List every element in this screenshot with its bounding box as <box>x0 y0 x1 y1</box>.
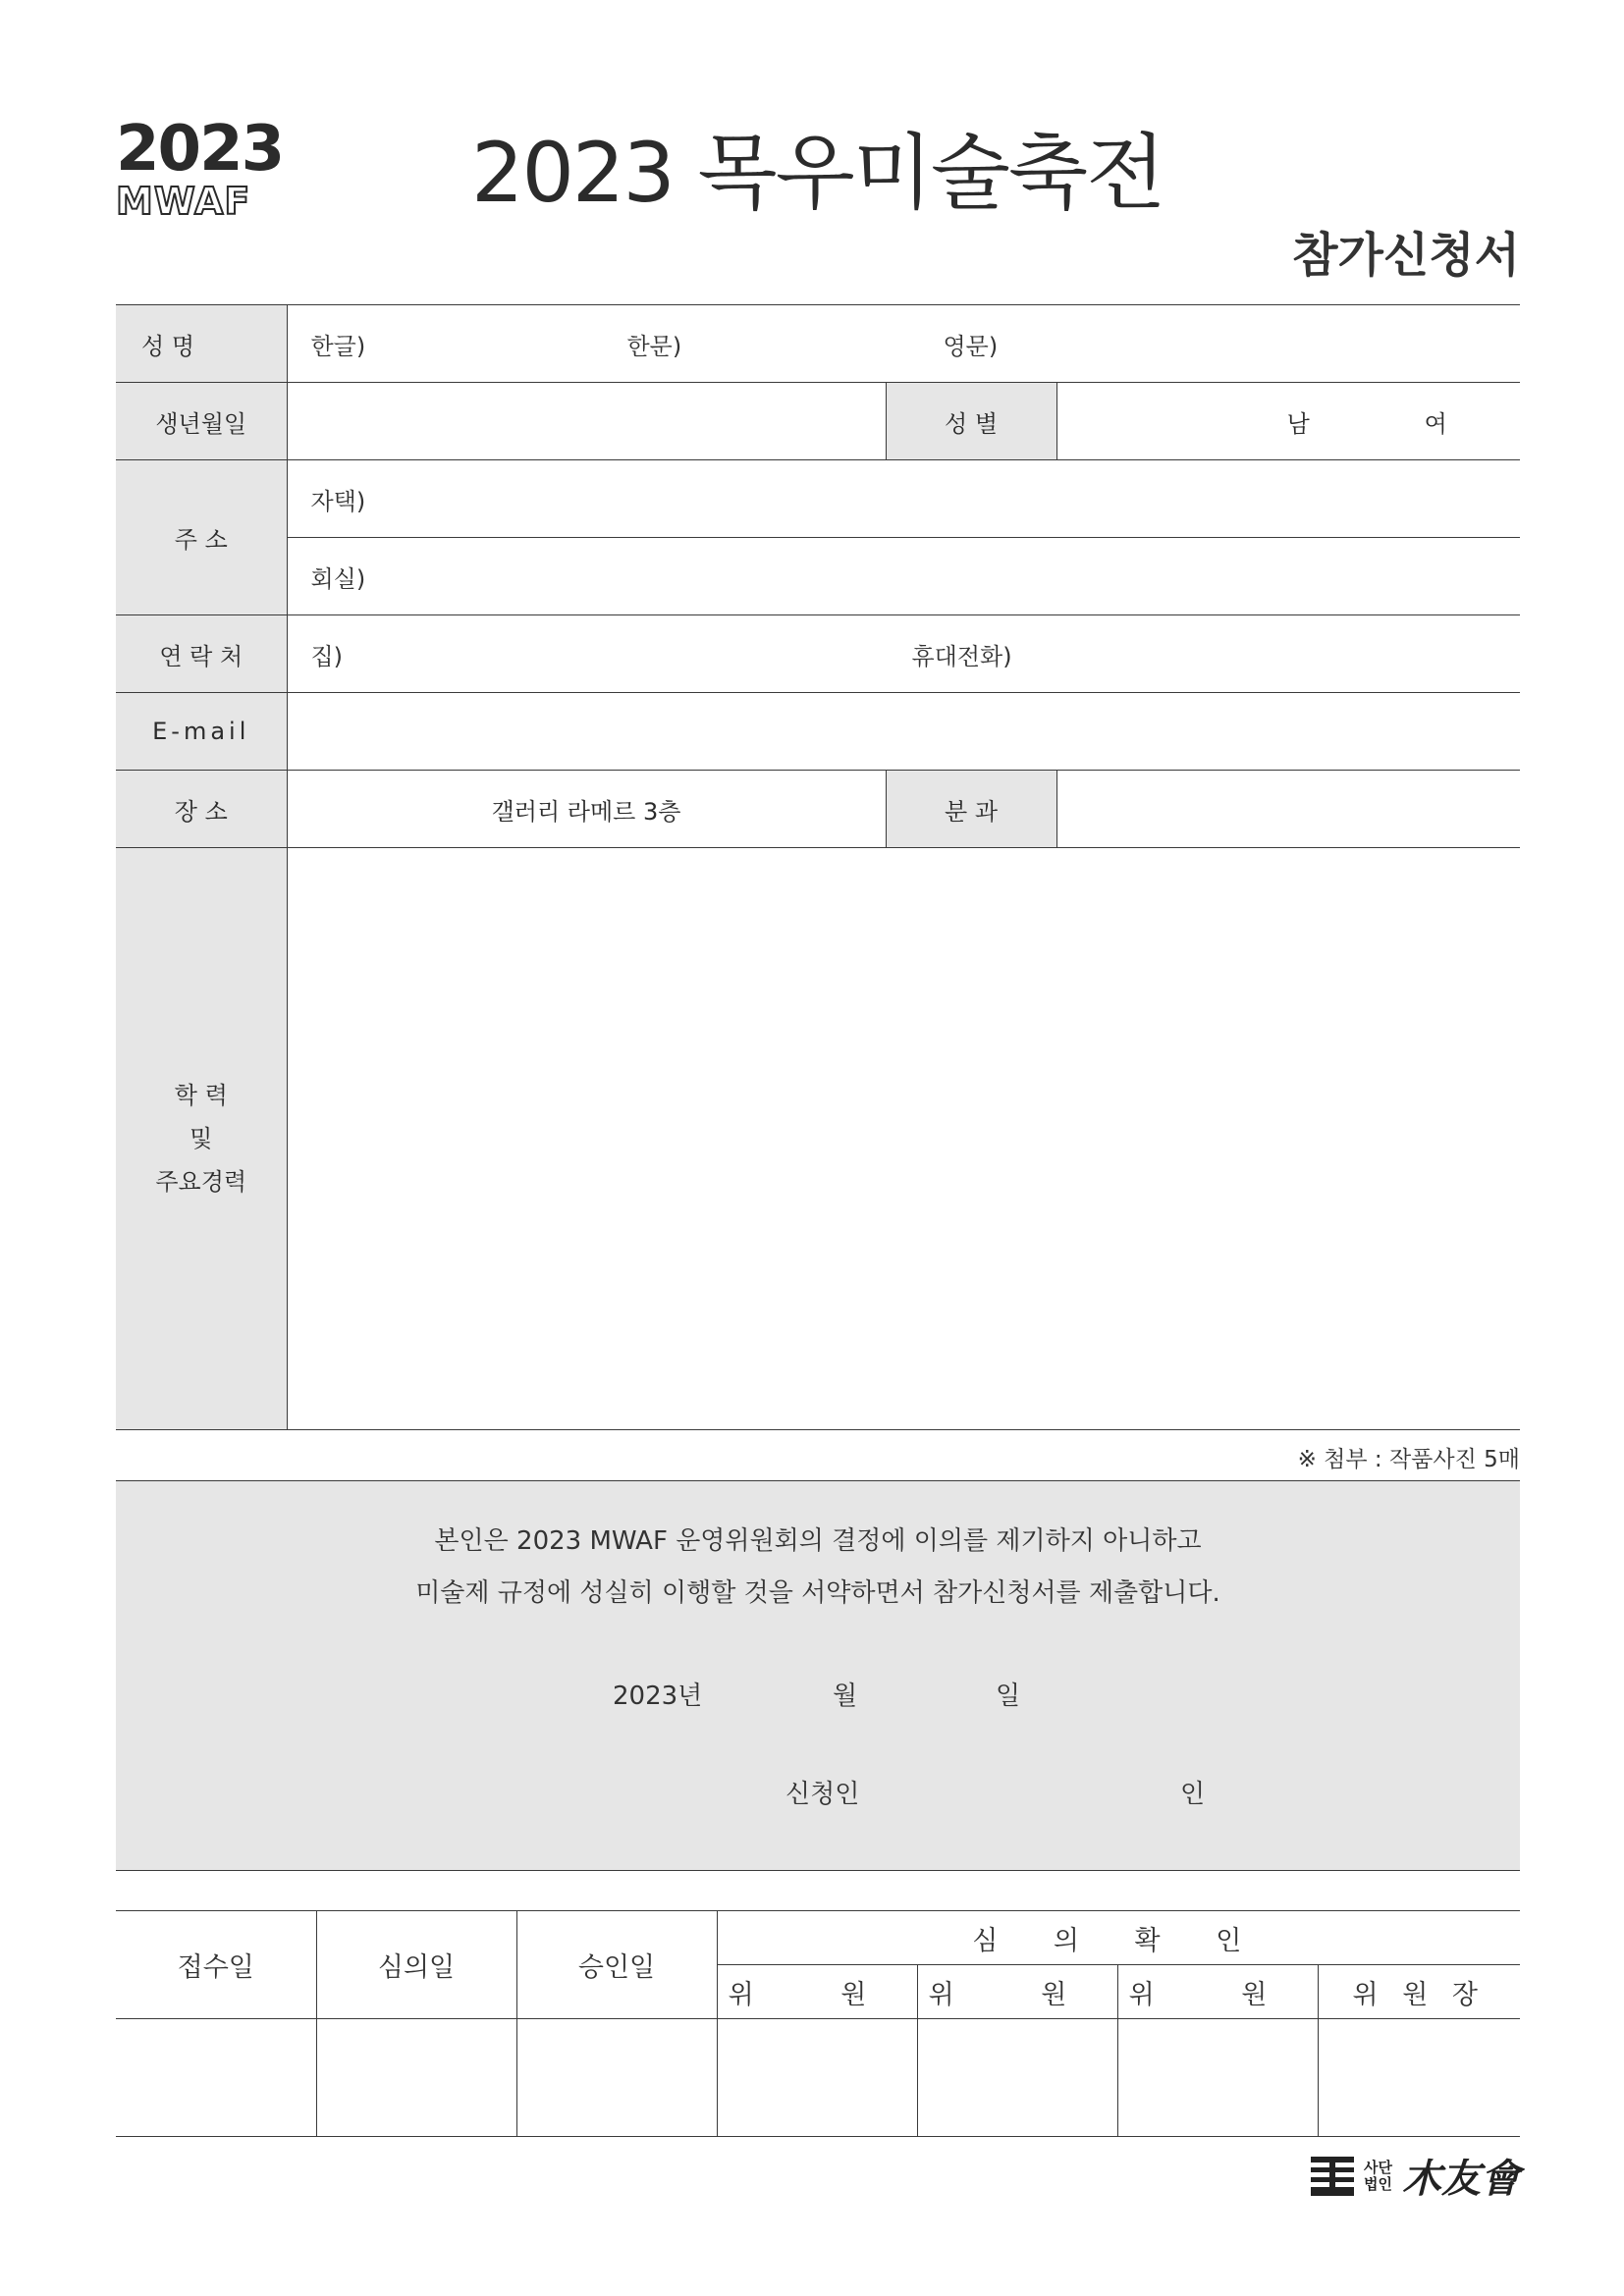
cell-received[interactable] <box>116 2019 316 2137</box>
contact-mobile-label: 휴대전화) <box>911 642 1012 670</box>
organization-type-line1: 사단 <box>1364 2158 1392 2176</box>
contact-home-label: 집) <box>310 642 344 670</box>
row-name <box>116 305 1520 383</box>
header-member-1: 위 원 <box>717 1965 917 2019</box>
row-birth-gender <box>116 383 1520 460</box>
organization-type-line2: 법인 <box>1364 2174 1392 2193</box>
label-gender: 성 별 <box>886 383 1056 460</box>
email-field[interactable] <box>287 693 1520 771</box>
venue-value: 갤러리 라메르 3층 <box>287 771 886 848</box>
name-hanja-label: 한문) <box>626 332 682 360</box>
division-field[interactable] <box>1056 771 1520 848</box>
label-birth: 생년월일 <box>116 383 287 460</box>
cell-member-3[interactable] <box>1117 2019 1318 2137</box>
header-approved: 승인일 <box>516 1911 717 2019</box>
pledge-month: 월 <box>833 1682 858 1711</box>
cell-member-2[interactable] <box>917 2019 1117 2137</box>
header-member-2: 위 원 <box>917 1965 1117 2019</box>
label-venue: 장 소 <box>116 771 287 848</box>
label-career-line3: 주요경력 <box>155 1168 247 1196</box>
pledge-line-2: 미술제 규정에 성실히 이행할 것을 서약하면서 참가신청서를 제출합니다. <box>415 1578 1220 1608</box>
label-career <box>116 848 287 1430</box>
header-member-3: 위 원 <box>1117 1965 1318 2019</box>
header-confirm: 심 의 확 인 <box>717 1911 1520 1965</box>
row-address-home <box>116 460 1520 538</box>
label-name-text: 성 명 <box>141 332 194 360</box>
pledge-year: 2023년 <box>613 1682 703 1711</box>
page-title: 2023 목우미술축전 <box>471 125 1164 221</box>
gender-field[interactable] <box>1056 383 1520 460</box>
attachment-note: ※ 첨부 : 작품사진 5매 <box>1297 1447 1520 1472</box>
application-form <box>116 304 1520 1430</box>
name-field[interactable] <box>287 305 1520 383</box>
label-division: 분 과 <box>886 771 1056 848</box>
pledge-day: 일 <box>996 1682 1021 1711</box>
label-name <box>116 305 287 383</box>
label-career-line2: 및 <box>189 1125 213 1152</box>
label-address: 주 소 <box>116 460 287 615</box>
logo-year: 2023 <box>116 113 284 186</box>
gender-male[interactable]: 남 <box>1286 409 1310 438</box>
address-home-field[interactable] <box>287 460 1520 538</box>
row-career <box>116 848 1520 1430</box>
cell-member-1[interactable] <box>717 2019 917 2137</box>
address-home-label: 자택) <box>310 487 366 515</box>
row-email <box>116 693 1520 771</box>
row-contact <box>116 615 1520 693</box>
label-career-line1: 학 력 <box>174 1082 228 1109</box>
address-office-label: 회실) <box>310 564 366 593</box>
cell-approved[interactable] <box>516 2019 717 2137</box>
header-reviewed: 심의일 <box>316 1911 516 2019</box>
logo-brand: MWAF <box>116 180 251 223</box>
row-address-office <box>116 538 1520 615</box>
header-chair: 위 원 장 <box>1318 1965 1520 2019</box>
footer-organization <box>1311 2148 1520 2204</box>
pledge-seal: 인 <box>1180 1780 1206 1809</box>
review-table <box>116 1910 1520 2137</box>
pledge-box <box>116 1480 1520 1871</box>
page-subtitle: 참가신청서 <box>1292 228 1520 283</box>
pledge-applicant: 신청인 <box>785 1780 860 1809</box>
row-venue-division <box>116 771 1520 848</box>
header-received: 접수일 <box>116 1911 316 2019</box>
address-office-field[interactable] <box>287 538 1520 615</box>
organization-type <box>1364 2160 1392 2193</box>
organization-name: 木友會 <box>1402 2156 1520 2202</box>
gender-female[interactable]: 여 <box>1424 409 1447 438</box>
name-english-label: 영문) <box>943 332 999 360</box>
cell-reviewed[interactable] <box>316 2019 516 2137</box>
cell-chair[interactable] <box>1318 2019 1520 2137</box>
career-field[interactable] <box>287 848 1520 1430</box>
label-contact: 연 락 처 <box>116 615 287 693</box>
pledge-line-1: 본인은 2023 MWAF 운영위원회의 결정에 이의를 제기하지 아니하고 <box>434 1526 1202 1556</box>
birth-field[interactable] <box>287 383 886 460</box>
contact-field[interactable] <box>287 615 1520 693</box>
name-hangul-label: 한글) <box>310 332 366 360</box>
label-email: E-mail <box>116 693 287 771</box>
organization-emblem-icon <box>1311 2157 1354 2196</box>
